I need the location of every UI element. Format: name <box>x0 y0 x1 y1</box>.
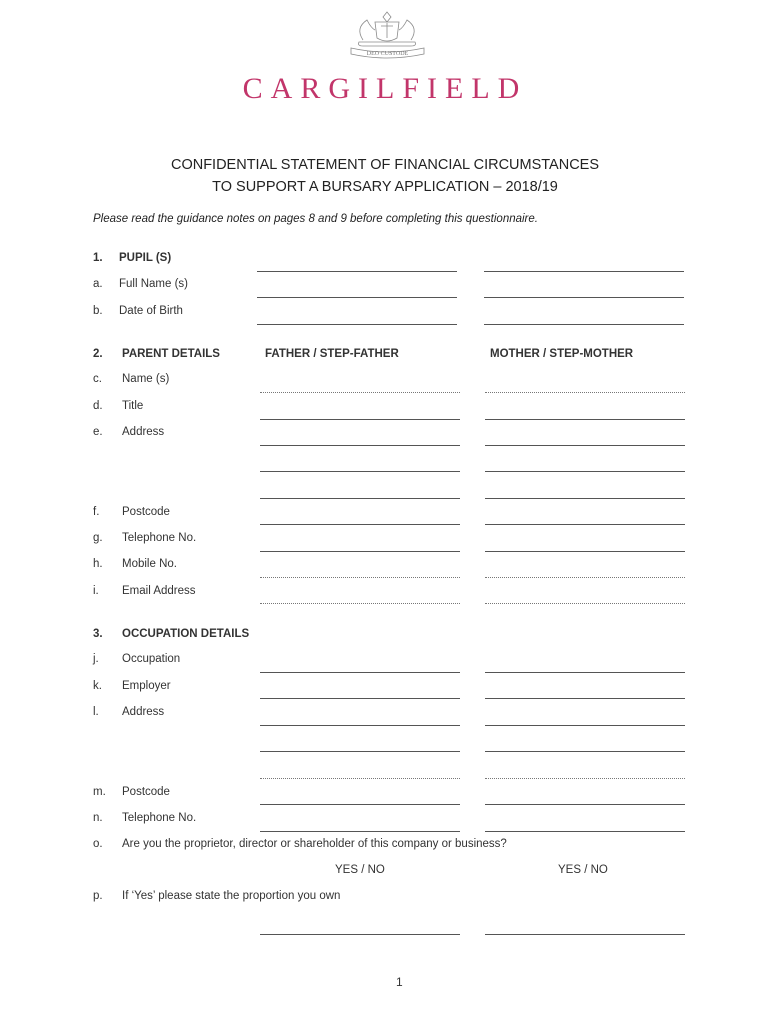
father-address-line3[interactable] <box>260 498 460 499</box>
full-name-field-1[interactable] <box>257 297 457 298</box>
mother-address-line3[interactable] <box>485 498 685 499</box>
father-telephone-field[interactable] <box>260 551 460 552</box>
father-employer-address-line3[interactable] <box>260 778 460 779</box>
section3-title: OCCUPATION DETAILS <box>122 628 250 640</box>
row-letter: b. <box>93 305 103 317</box>
date-of-birth-field-1[interactable] <box>257 324 457 325</box>
section1-number: 1. <box>93 252 103 264</box>
date-of-birth-field-2[interactable] <box>484 324 684 325</box>
mother-column-header: MOTHER / STEP-MOTHER <box>490 348 634 360</box>
father-title-field[interactable] <box>260 419 460 420</box>
mother-employer-address-line2[interactable] <box>485 751 685 752</box>
title-label: Title <box>122 400 144 412</box>
row-letter: p. <box>93 890 103 902</box>
row-letter: g. <box>93 532 103 544</box>
father-address-line2[interactable] <box>260 471 460 472</box>
father-postcode-field[interactable] <box>260 524 460 525</box>
father-proportion-field[interactable] <box>260 934 460 935</box>
row-letter: c. <box>93 373 102 385</box>
section1-title: PUPIL (S) <box>119 252 172 264</box>
proportion-question: If ‘Yes’ please state the proportion you own <box>122 890 341 902</box>
occupation-label: Occupation <box>122 653 181 665</box>
employer-telephone-label: Telephone No. <box>122 812 197 824</box>
form-title-line1: CONFIDENTIAL STATEMENT OF FINANCIAL CIRCUMSTANCES <box>170 157 600 173</box>
father-address-line1[interactable] <box>260 445 460 446</box>
guidance-note: Please read the guidance notes on pages 8 and 9 before completing this questionnaire. <box>93 213 538 225</box>
father-mobile-field[interactable] <box>260 577 460 578</box>
row-letter: h. <box>93 558 103 570</box>
father-employer-address-line1[interactable] <box>260 725 460 726</box>
row-letter: d. <box>93 400 103 412</box>
name-label: Name (s) <box>122 373 170 385</box>
mother-proportion-field[interactable] <box>485 934 685 935</box>
pupil1-header-line <box>257 271 457 272</box>
father-employer-telephone-field[interactable] <box>260 831 460 832</box>
father-email-field[interactable] <box>260 603 460 604</box>
row-letter: j. <box>93 653 99 665</box>
mother-address-line1[interactable] <box>485 445 685 446</box>
mother-mobile-field[interactable] <box>485 577 685 578</box>
full-name-label: Full Name (s) <box>119 278 189 290</box>
father-employer-address-line2[interactable] <box>260 751 460 752</box>
mother-title-field[interactable] <box>485 419 685 420</box>
row-letter: m. <box>93 786 106 798</box>
father-name-field[interactable] <box>260 392 460 393</box>
mother-employer-address-line1[interactable] <box>485 725 685 726</box>
mother-occupation-field[interactable] <box>485 672 685 673</box>
row-letter: l. <box>93 706 99 718</box>
postcode-label: Postcode <box>122 506 170 518</box>
page-number: 1 <box>396 975 403 989</box>
employer-address-label: Address <box>122 706 165 718</box>
row-letter: n. <box>93 812 103 824</box>
form-title-line2: TO SUPPORT A BURSARY APPLICATION – 2018/19 <box>212 179 558 195</box>
mother-employer-telephone-field[interactable] <box>485 831 685 832</box>
telephone-label: Telephone No. <box>122 532 197 544</box>
employer-postcode-label: Postcode <box>122 786 170 798</box>
section3-number: 3. <box>93 628 103 640</box>
mother-employer-field[interactable] <box>485 698 685 699</box>
father-yes-no-option[interactable]: YES / NO <box>335 864 385 876</box>
crest-motto: DEO CUSTODE <box>366 51 409 57</box>
mother-employer-address-line3[interactable] <box>485 778 685 779</box>
father-employer-postcode-field[interactable] <box>260 804 460 805</box>
proprietor-question: Are you the proprietor, director or shareholder of this company or business? <box>122 838 507 850</box>
row-letter: a. <box>93 278 103 290</box>
row-letter: o. <box>93 838 103 850</box>
school-crest-logo <box>345 8 430 60</box>
section2-title: PARENT DETAILS <box>122 348 220 360</box>
address-label: Address <box>122 426 165 438</box>
row-letter: e. <box>93 426 103 438</box>
mother-yes-no-option[interactable]: YES / NO <box>558 864 608 876</box>
row-letter: i. <box>93 585 99 597</box>
father-occupation-field[interactable] <box>260 672 460 673</box>
email-label: Email Address <box>122 585 196 597</box>
father-employer-field[interactable] <box>260 698 460 699</box>
mother-email-field[interactable] <box>485 603 685 604</box>
employer-label: Employer <box>122 680 171 692</box>
mother-name-field[interactable] <box>485 392 685 393</box>
mother-postcode-field[interactable] <box>485 524 685 525</box>
mother-address-line2[interactable] <box>485 471 685 472</box>
school-name: CARGILFIELD <box>242 72 528 105</box>
full-name-field-2[interactable] <box>484 297 684 298</box>
row-letter: f. <box>93 506 100 518</box>
date-of-birth-label: Date of Birth <box>119 305 183 317</box>
mother-telephone-field[interactable] <box>485 551 685 552</box>
father-column-header: FATHER / STEP-FATHER <box>265 348 399 360</box>
mother-employer-postcode-field[interactable] <box>485 804 685 805</box>
pupil2-header-line <box>484 271 684 272</box>
mobile-label: Mobile No. <box>122 558 177 570</box>
row-letter: k. <box>93 680 102 692</box>
section2-number: 2. <box>93 348 103 360</box>
